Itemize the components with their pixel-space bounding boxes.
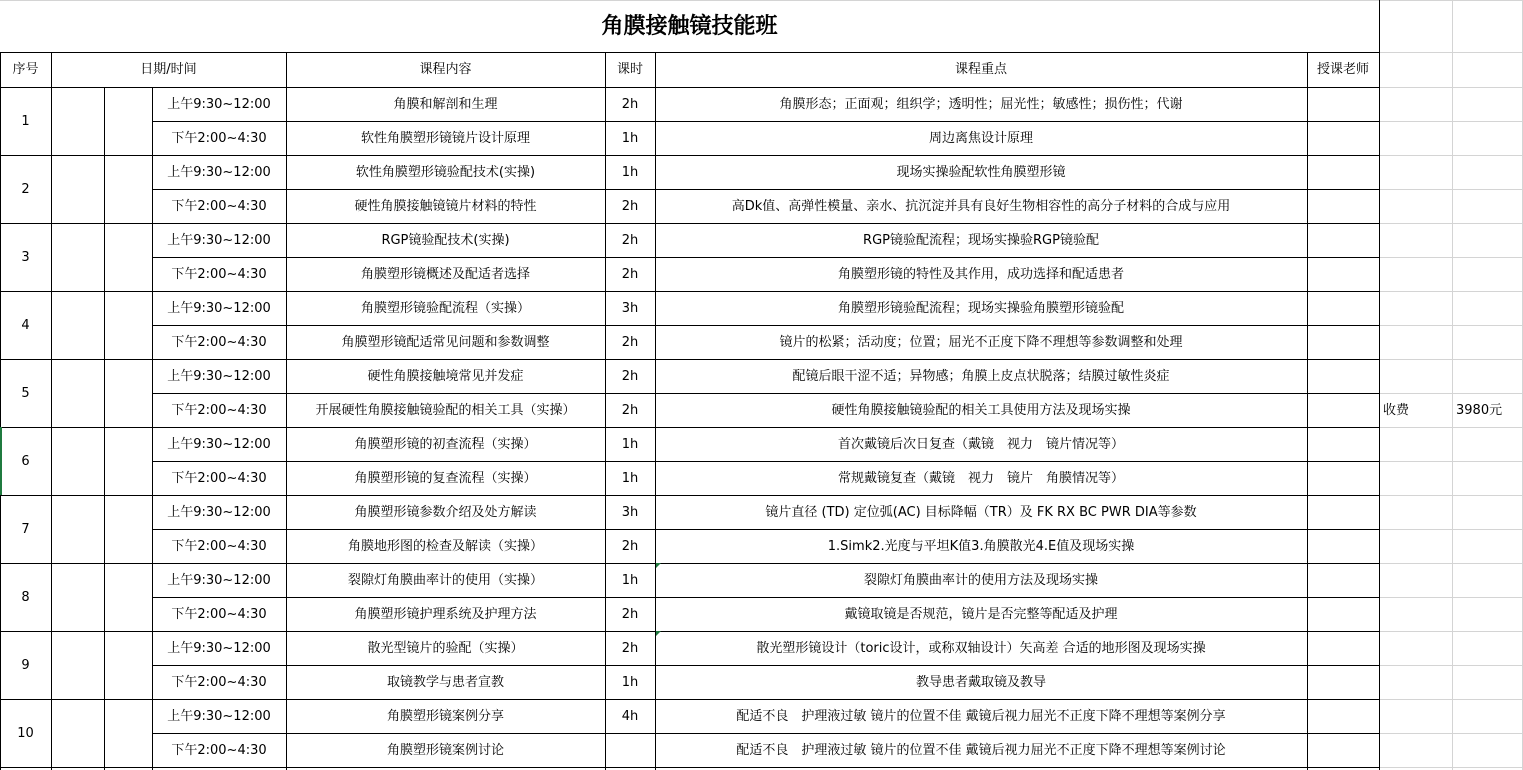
course-focus[interactable]: 硬性角膜接触镜验配的相关工具使用方法及现场实操	[831, 402, 1131, 418]
header-teacher[interactable]: 授课老师	[1316, 62, 1369, 77]
course-content[interactable]: 角膜塑形镜概述及配适者选择	[360, 266, 530, 282]
course-content[interactable]: 角膜塑形镜案例分享	[386, 708, 504, 724]
course-hours[interactable]: 2h	[621, 232, 639, 248]
header-datetime[interactable]: 日期/时间	[140, 62, 197, 77]
session-time[interactable]: 下午2:00~4:30	[171, 266, 267, 282]
course-hours[interactable]: 3h	[621, 300, 639, 316]
course-focus[interactable]: 配镜后眼干涩不适；异物感；角膜上皮点状脱落；结膜过敏性炎症	[792, 368, 1170, 384]
fee-amount[interactable]: 3980元	[1456, 402, 1503, 418]
course-hours[interactable]: 1h	[621, 470, 639, 486]
gridline-h	[1379, 189, 1523, 190]
course-content[interactable]: 角膜塑形镜案例讨论	[386, 742, 504, 758]
session-time[interactable]: 下午2:00~4:30	[171, 334, 267, 350]
course-hours[interactable]: 2h	[621, 538, 639, 554]
border-v	[152, 87, 153, 770]
course-focus[interactable]: 镜片直径 (TD) 定位弧(AC) 目标降幅（TR）及 FK RX BC PWR DIA等参数	[765, 504, 1197, 520]
header-seq[interactable]: 序号	[12, 62, 39, 77]
session-time[interactable]: 下午2:00~4:30	[171, 538, 267, 554]
gridline-h	[1379, 699, 1523, 700]
gridline-h	[1379, 597, 1523, 598]
page-title[interactable]: 角膜接触镜技能班	[601, 14, 778, 39]
session-time[interactable]: 上午9:30~12:00	[167, 640, 271, 656]
course-hours[interactable]: 2h	[621, 334, 639, 350]
course-hours[interactable]: 1h	[621, 674, 639, 690]
session-time[interactable]: 下午2:00~4:30	[171, 606, 267, 622]
gridline-h	[1379, 155, 1523, 156]
course-focus[interactable]: 常规戴镜复查（戴镜 视力 镜片 角膜情况等）	[837, 470, 1124, 486]
gridline-h	[1379, 121, 1523, 122]
course-content[interactable]: 角膜地形图的检查及解读（实操）	[347, 538, 543, 554]
course-content[interactable]: 裂隙灯角膜曲率计的使用（实操）	[347, 572, 543, 588]
course-focus[interactable]: 裂隙灯角膜曲率计的使用方法及现场实操	[863, 572, 1098, 588]
gridline-h	[0, 0, 1379, 1]
session-time[interactable]: 上午9:30~12:00	[167, 368, 271, 384]
course-hours[interactable]	[605, 733, 655, 767]
course-focus[interactable]: 镜片的松紧；活动度；位置；屈光不正度下降不理想等参数调整和处理	[779, 334, 1183, 350]
course-focus[interactable]: 戴镜取镜是否规范，镜片是否完整等配适及护理	[844, 606, 1118, 622]
course-hours[interactable]: 2h	[621, 640, 639, 656]
course-content[interactable]: 软性角膜塑形镜镜片设计原理	[360, 130, 530, 146]
gridline-h	[1379, 529, 1523, 530]
gridline-h	[1379, 767, 1523, 768]
course-content[interactable]: 角膜塑形镜配适常见问题和参数调整	[341, 334, 550, 350]
gridline-h	[1379, 325, 1523, 326]
session-time[interactable]: 上午9:30~12:00	[167, 232, 271, 248]
session-time[interactable]: 上午9:30~12:00	[167, 96, 271, 112]
course-content[interactable]: 硬性角膜接触镜镜片材料的特性	[354, 198, 537, 214]
session-number[interactable]: 2	[21, 181, 30, 197]
gridline-h	[1379, 257, 1523, 258]
gridline-h	[1379, 52, 1523, 53]
gridline-v	[1452, 0, 1453, 770]
session-time[interactable]: 上午9:30~12:00	[167, 300, 271, 316]
course-hours[interactable]: 1h	[621, 572, 639, 588]
gridline-h	[1379, 495, 1523, 496]
session-time[interactable]: 下午2:00~4:30	[171, 130, 267, 146]
course-content[interactable]: 角膜塑形镜护理系统及护理方法	[354, 606, 537, 622]
gridline-h	[1379, 665, 1523, 666]
session-number[interactable]: 10	[17, 725, 34, 741]
gridline-h	[1379, 87, 1523, 88]
course-focus[interactable]: 首次戴镜后次日复查（戴镜 视力 镜片情况等）	[837, 436, 1124, 452]
border-v	[1307, 52, 1308, 770]
session-time[interactable]: 下午2:00~4:30	[171, 742, 267, 758]
session-time[interactable]: 上午9:30~12:00	[167, 164, 271, 180]
course-hours[interactable]: 1h	[621, 436, 639, 452]
header-content[interactable]: 课程内容	[419, 62, 472, 77]
course-hours[interactable]: 2h	[621, 198, 639, 214]
session-number[interactable]: 5	[21, 385, 30, 401]
session-number[interactable]: 7	[21, 521, 30, 537]
session-number[interactable]: 6	[21, 453, 30, 469]
session-number[interactable]: 3	[21, 249, 30, 265]
session-number[interactable]: 8	[21, 589, 30, 605]
border-v	[605, 52, 606, 770]
border-v	[655, 52, 656, 770]
gridline-h	[1379, 427, 1523, 428]
course-hours[interactable]: 2h	[621, 266, 639, 282]
course-focus[interactable]: 角膜塑形镜的特性及其作用，成功选择和配适患者	[837, 266, 1124, 282]
session-number[interactable]: 1	[21, 113, 30, 129]
border-h	[0, 767, 1379, 768]
course-focus[interactable]: 高Dk值、高弹性模量、亲水、抗沉淀并具有良好生物相容性的高分子材料的合成与应用	[731, 198, 1231, 214]
gridline-h	[1379, 563, 1523, 564]
course-content[interactable]: 取镜教学与患者宣教	[386, 674, 504, 690]
course-content[interactable]: RGP镜验配技术(实操)	[381, 232, 510, 248]
session-time[interactable]: 下午2:00~4:30	[171, 674, 267, 690]
course-focus[interactable]: 现场实操验配软性角膜塑形镜	[896, 164, 1066, 180]
course-hours[interactable]: 2h	[621, 368, 639, 384]
course-content[interactable]: 硬性角膜接触境常见并发症	[367, 368, 524, 384]
gridline-h	[1379, 291, 1523, 292]
course-hours[interactable]: 4h	[621, 708, 639, 724]
gridline-h	[1379, 733, 1523, 734]
gridline-h	[1379, 223, 1523, 224]
cell-comment-marker-icon	[656, 631, 661, 636]
session-time[interactable]: 上午9:30~12:00	[167, 708, 271, 724]
course-focus[interactable]: 周边离焦设计原理	[928, 130, 1033, 146]
course-hours[interactable]: 3h	[621, 504, 639, 520]
course-focus[interactable]: 配适不良 护理液过敏 镜片的位置不佳 戴镜后视力屈光不正度下降不理想等案例讨论	[736, 742, 1226, 758]
session-time[interactable]: 上午9:30~12:00	[167, 572, 271, 588]
border-v	[51, 52, 52, 770]
session-number[interactable]: 9	[21, 657, 30, 673]
course-hours[interactable]: 2h	[621, 96, 639, 112]
course-focus[interactable]: 教导患者戴取镜及教导	[915, 674, 1046, 690]
border-v	[104, 87, 105, 770]
course-focus[interactable]: RGP镜验配流程；现场实操验RGP镜验配	[863, 232, 1099, 248]
border-v	[286, 52, 287, 770]
course-content[interactable]: 角膜塑形镜的复查流程（实操）	[354, 470, 537, 486]
fee-label[interactable]: 收费	[1383, 402, 1410, 418]
course-hours[interactable]: 2h	[621, 402, 639, 418]
course-content[interactable]: 角膜塑形镜的初查流程（实操）	[354, 436, 537, 452]
course-hours[interactable]: 2h	[621, 606, 639, 622]
course-content[interactable]: 软性角膜塑形镜验配技术(实操)	[355, 164, 536, 180]
session-time[interactable]: 下午2:00~4:30	[171, 470, 267, 486]
selection-edge	[0, 427, 2, 495]
course-content[interactable]: 角膜和解剖和生理	[393, 96, 498, 112]
course-focus[interactable]: 1.Simk2.光度与平坦K值3.角膜散光4.E值及现场实操	[827, 538, 1135, 554]
session-time[interactable]: 上午9:30~12:00	[167, 504, 271, 520]
course-focus[interactable]: 角膜形态；正面观；组织学；透明性；屈光性；敏感性；损伤性；代谢	[779, 96, 1183, 112]
session-number[interactable]: 4	[21, 317, 30, 333]
border-v	[1379, 0, 1380, 770]
course-content[interactable]: 角膜塑形镜参数介绍及处方解读	[354, 504, 537, 520]
course-content[interactable]: 散光型镜片的验配（实操）	[367, 640, 524, 656]
session-time[interactable]: 下午2:00~4:30	[171, 198, 267, 214]
course-focus[interactable]: 散光塑形镜设计（toric设计，或称双轴设计）矢高差 合适的地形图及现场实操	[756, 640, 1206, 656]
session-time[interactable]: 下午2:00~4:30	[171, 402, 267, 418]
header-focus[interactable]: 课程重点	[954, 62, 1007, 77]
course-focus[interactable]: 角膜塑形镜验配流程；现场实操验角膜塑形镜验配	[837, 300, 1124, 316]
cell-comment-marker-icon	[656, 563, 661, 568]
course-hours[interactable]: 1h	[621, 130, 639, 146]
course-hours[interactable]: 1h	[621, 164, 639, 180]
course-content[interactable]: 角膜塑形镜验配流程（实操）	[360, 300, 530, 316]
session-time[interactable]: 上午9:30~12:00	[167, 436, 271, 452]
gridline-h	[1379, 359, 1523, 360]
gridline-h	[1379, 631, 1523, 632]
header-hours[interactable]: 课时	[616, 62, 643, 77]
gridline-h	[1379, 461, 1523, 462]
course-content[interactable]: 开展硬性角膜接触镜验配的相关工具（实操）	[315, 402, 576, 418]
gridline-h	[1379, 0, 1523, 1]
course-focus[interactable]: 配适不良 护理液过敏 镜片的位置不佳 戴镜后视力屈光不正度下降不理想等案例分享	[736, 708, 1226, 724]
border-v	[0, 52, 1, 770]
